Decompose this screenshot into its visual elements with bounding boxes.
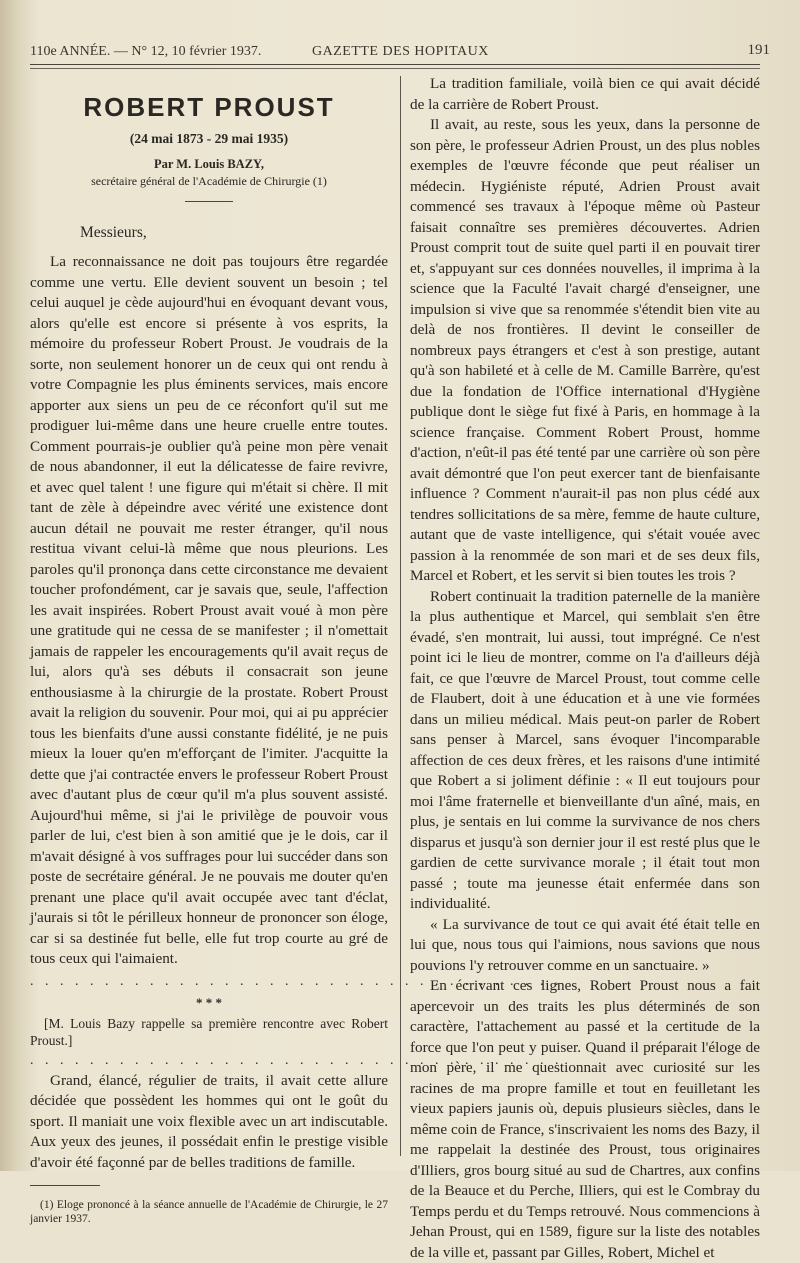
title-separator [185, 201, 233, 202]
ellipsis-dots: . . . . . . . . . . . . . . . . . . . . . . . . . . . . . . . . . . . . [30, 973, 563, 989]
right-column [410, 74, 760, 1261]
page-number: 191 [747, 42, 770, 58]
asterism [30, 994, 388, 1010]
asterism-text: * * * [196, 994, 222, 1010]
paragraph: La reconnaissance ne doit pas toujours être regardée comme une vertu. Elle devient souvent un besoin ; tel celui auquel je cède aujourd'hui en évoquant devant vous, alors qu'elle est encore si présente à vos esprits, la mémoire du professeur Robert Proust. Je voudrais de la sorte, non seulement honorer un de ceux qui ont rendu à votre Compagnie les plus éminents services, mais encore apporter aux siens un peu de ce réconfort qu'il sut me prodiguer lui-même dans une heure cruelle entre toutes. Comment pourrais-je oublier qu'à peine mon père venait de nous abandonner, il eut la délicatesse de faire revivre, et avec quel talent ! une figure qui m'était si chère. Il mit tant de zèle à dépeindre avec vérité une existence dont aucun détail ne pouvait me rester étranger, qu'il nous restitua vivant celui-là même que nous pleurions. Les paroles qu'il prononça dans cette circonstance me devaient toucher profondément, car je savais que, seule, l'affection les avait inspirées. Robert Proust avait voué à mon père une gratitude qui ne cessa de se manifester ; il n'omettait jamais de rappeler les encouragements qu'il avait reçus de lui, alors qu'à ses débuts il consacrait son jeune enthousiasme à la chirurgie de la prostate. Robert Proust avait la religion du souvenir. Pour moi, qui ai pu apprécier tous les bienfaits d'une aussi constante fidélité, je ne puis mieux la louer qu'en m'efforçant de l'imiter. J'acquitte la dette que j'ai contractée envers le professeur Robert Proust avec d'autant plus de cœur qu'il m'a plus souvent assisté. Aujourd'hui même, si j'ai le privilège de pouvoir vous parler de lui, c'est bien à son amitié que je le dois, car il m'avait désigné à vos suffrages pour lui succéder dans son poste de secrétaire général. Je ne pouvais me douter qu'en prenant une place qu'il avait occupée avec tant d'éclat, j'aurais si tôt le périlleux honneur de prononcer son éloge, car si sa destinée fut belle, elle fut trop courte au gré de tous ceux qui l'aimaient. [30, 253, 388, 967]
paragraph: « La survivance de tout ce qui avait été était telle en lui que, nous tous qui l'aimions, nous savions que nous pouvions l'y retrouver comme en un sanctuaire. » [410, 915, 760, 974]
article-author: Par M. Louis BAZY, [153, 157, 265, 171]
issue-info: 110e ANNÉE. — N° 12, 10 février 1937. [30, 44, 262, 59]
editorial-note: [M. Louis Bazy rappelle sa première rencontre avec Robert Proust.] [30, 1015, 388, 1048]
footnote-rule [30, 1185, 100, 1186]
paragraph: Grand, élancé, régulier de traits, il avait cette allure décidée que possèdent les hommes qui ont le goût du sport. Il maniait une voix flexible avec un art indiscutable. Aux yeux des jeunes, il possédait enfin le prestige visible d'avoir été façonné par de belles traditions de famille. [30, 1071, 388, 1171]
author-role: secrétaire général de l'Académie de Chirurgie (1) [91, 174, 327, 188]
article-title: ROBERT PROUST [83, 92, 335, 122]
page-header [30, 42, 770, 64]
paragraph: En écrivant ces lignes, Robert Proust nous a fait apercevoir un des traits les plus déterminés de son caractère, l'attachement au passé et la certitude de la force que l'on peut y puiser. Quand il préparait l'éloge de mon père, il me questionnait avec curiosité sur les racines de ma propre famille et tout en feuilletant les vieux papiers jaunis où, depuis plusieurs siècles, dans le même coin de France, s'inscrivaient les noms des Bazy, il me rappelait la destinée des Proust, tous originaires d'Illiers, gros bourg situé au sud de Chartres, aux confins de la Beauce et du Perche, Illiers, qui est le Combray du Temps perdu et du Temps retrouvé. Nous commencions à Jehan Proust, qui en 1589, figure sur la liste des notables de la ville et, passant par Gilles, Robert, Michel et [410, 977, 760, 1261]
left-column [30, 88, 563, 1225]
header-rule [30, 64, 760, 65]
footnote: (1) Eloge prononcé à la séance annuelle de l'Académie de Chirurgie, le 27 janvier 1937. [30, 1198, 388, 1225]
paragraph: Il avait, au reste, sous les yeux, dans la personne de son père, le professeur Adrien Proust, un des plus nobles exemples de l'œuvre féconde que peut réaliser un médecin. Hygiéniste réputé, Adrien Proust avait commencé ses travaux à l'époque même où Pasteur faisait connaître ses premières découvertes. Adrien Proust comprit tout de suite quel parti il en pouvait tirer et, s'appuyant sur ces données nouvelles, il imprima à la science que la Faculté l'avait chargé d'enseigner, une impulsion si vive que sa renommée s'étendit bien vite au delà de nos frontières. Il devint le conseiller de nombreux pays étrangers et c'est à son prestige, autant qu'à son habileté et à celle de M. Camille Barrère, qu'est due la fondation de l'Office international d'Hygiène publique dont le siège fut fixé à Paris, en hommage à la science française. Comment Robert Proust, homme d'action, n'eût-il pas été tenté par une carrière où son père avait démontré que l'on peut exercer tant de bienfaisante influence ? Comment n'aurait-il pas non plus cédé aux tendres sollicitations de sa mère, femme de haute culture, autant que de vaste intelligence, qui s'était vouée avec passion à la renommée de son mari et de ses deux fils, Marcel et Robert, et les servit si bien toutes les trois ? [410, 116, 760, 584]
column-divider [400, 76, 401, 1156]
salutation: Messieurs, [80, 224, 147, 241]
header-rule-thin [30, 68, 760, 69]
ellipsis-dots-2: . . . . . . . . . . . . . . . . . . . . . . . . . . . . . . . . . . . . [30, 1052, 563, 1068]
paragraph: Robert continuait la tradition paternelle de la manière la plus authentique et Marcel, qui semblait s'en être évadé, s'en montrait, lui aussi, tout imprégné. Ce n'est point ici le lieu de montrer, comme on l'a d'ailleurs déjà fait, ce que l'œuvre de Marcel Proust, tout comme celle de Flaubert, doit à une éducation et à une vie formées dans un milieu médical. Mais peut-on parler de Robert sans penser à Marcel, sans évoquer l'incomparable affection de ces deux frères, et les raisons d'une intimité que Robert a si joliment définie : « Il eut toujours pour moi l'âme fraternelle et bienveillante d'un aîné, mais, en plus, je sentais en lui comme la survivance de nos chers disparus et jusqu'à son dernier jour il est resté plus que le gardien de cette survivance morale ; il était tout mon passé ; toute ma jeunesse était enfermée dans son individualité. [410, 587, 760, 912]
publication-title: GAZETTE DES HOPITAUX [312, 44, 489, 59]
article-dates: (24 mai 1873 - 29 mai 1935) [129, 131, 289, 146]
paragraph: La tradition familiale, voilà bien ce qui avait décidé de la carrière de Robert Proust. [410, 75, 760, 113]
